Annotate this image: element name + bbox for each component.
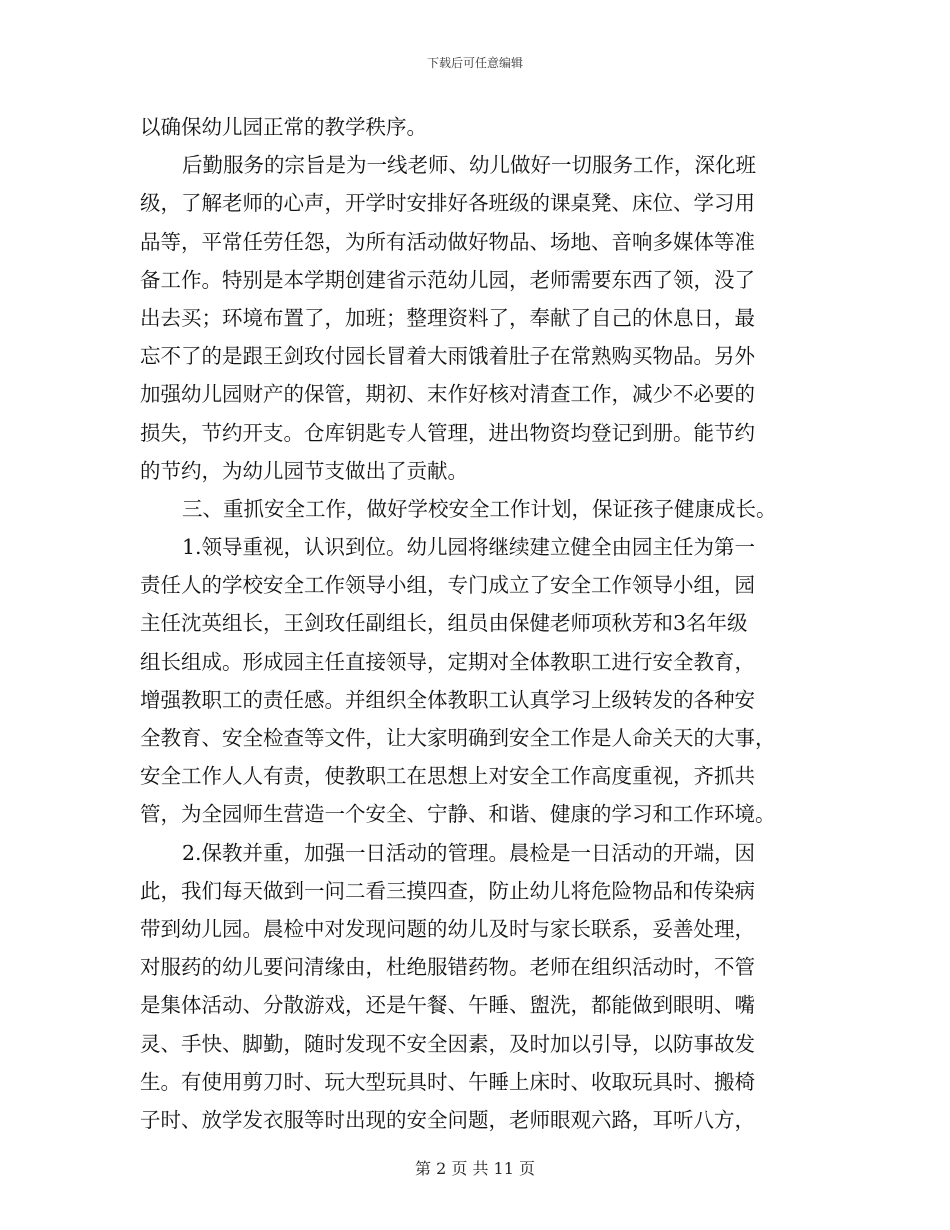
text-line: 带到幼儿园。晨检中对发现问题的幼儿及时与家长联系，妥善处理， <box>140 916 755 941</box>
text-line: 是集体活动、分散游戏，还是午餐、午睡、盥洗，都能做到眼明、嘴 <box>140 993 755 1018</box>
text-line: 增强教职工的责任感。并组织全体教职工认真学习上级转发的各种安 <box>140 687 755 712</box>
text-line: 品等，平常任劳任怨，为所有活动做好物品、场地、音响多媒体等准 <box>140 229 755 254</box>
text-line: 此，我们每天做到一问二看三摸四查，防止幼儿将危险物品和传染病 <box>140 878 755 903</box>
document-body <box>140 108 812 1139</box>
text-line: 对服药的幼儿要问清缘由，杜绝服错药物。老师在组织活动时，不管 <box>140 955 755 980</box>
text-line: 以确保幼儿园正常的教学秩序。 <box>140 115 427 139</box>
page-header: 下载后可任意编辑 <box>426 56 523 70</box>
page-number-footer: 第 2 页 共 11 页 <box>415 1159 535 1178</box>
section-heading-line: 三、重抓安全工作，做好学校安全工作计划，保证孩子健康成长。 <box>182 496 777 521</box>
text-line: 加强幼儿园财产的保管，期初、末作好核对清查工作，减少不必要的 <box>140 382 755 407</box>
text-line: 安全工作人人有责，使教职工在思想上对安全工作高度重视，齐抓共 <box>140 764 755 789</box>
text-line: 灵、手快、脚勤，随时发现不安全因素，及时加以引导，以防事故发 <box>140 1031 755 1056</box>
paragraph-start-line: 1.领导重视，认识到位。幼儿园将继续建立健全由园主任为第一 <box>182 535 756 560</box>
text-line: 损失，节约开支。仓库钥匙专人管理，进出物资均登记到册。能节约 <box>140 420 755 445</box>
text-line: 组长组成。形成园主任直接领导，定期对全体教职工进行安全教育， <box>140 649 755 674</box>
text-line: 忘不了的是跟王剑玫付园长冒着大雨饿着肚子在常熟购买物品。另外 <box>140 344 755 369</box>
paragraph-start-line: 后勤服务的宗旨是为一线老师、幼儿做好一切服务工作，深化班 <box>182 153 756 178</box>
text-line: 责任人的学校安全工作领导小组，专门成立了安全工作领导小组，园 <box>140 573 755 598</box>
text-line: 全教育、安全检查等文件，让大家明确到安全工作是人命关天的大事， <box>140 726 776 750</box>
text-line: 子时、放学发衣服等时出现的安全问题，老师眼观六路，耳听八方， <box>140 1107 755 1132</box>
text-line: 管，为全园师生营造一个安全、宁静、和谐、健康的学习和工作环境。 <box>140 802 776 827</box>
text-line: 生。有使用剪刀时、玩大型玩具时、午睡上床时、收取玩具时、搬椅 <box>140 1069 755 1094</box>
paragraph-start-line: 2.保教并重，加强一日活动的管理。晨检是一日活动的开端，因 <box>182 840 756 865</box>
text-line: 主任沈英组长，王剑玫任副组长，组员由保健老师项秋芳和3名年级 <box>140 611 748 636</box>
text-line: 的节约，为幼儿园节支做出了贡献。 <box>140 458 468 483</box>
text-line: 出去买；环境布置了，加班；整理资料了，奉献了自己的休息日，最 <box>140 305 755 330</box>
text-line: 备工作。特别是本学期创建省示范幼儿园，老师需要东西了领，没了 <box>140 267 755 292</box>
text-line: 级，了解老师的心声，开学时安排好各班级的课桌凳、床位、学习用 <box>140 191 755 216</box>
